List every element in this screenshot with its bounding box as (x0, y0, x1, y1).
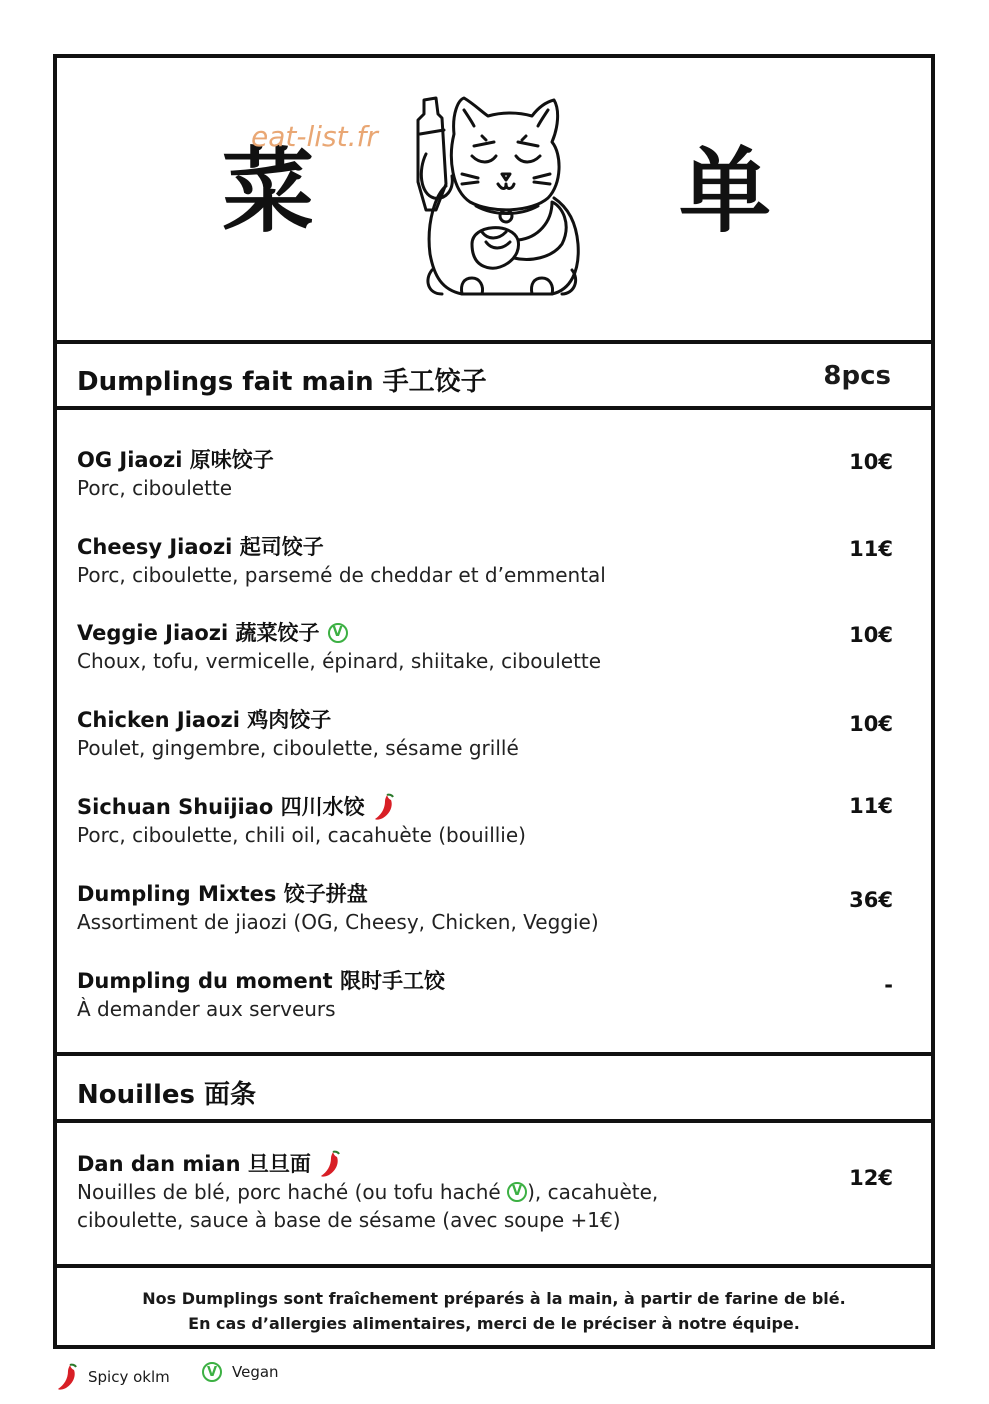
item-name: OG Jiaozi 原味饺子 (77, 448, 274, 472)
item-description: Poulet, gingembre, ciboulette, sésame grillé (77, 736, 519, 760)
menu-item (77, 793, 897, 849)
legend-vegan-label: Vegan (232, 1363, 279, 1381)
divider (57, 340, 931, 344)
vegan-icon: V (507, 1182, 527, 1202)
lucky-cat-illustration (402, 94, 592, 309)
vegan-icon: V (202, 1362, 222, 1382)
menu-item (77, 446, 897, 502)
item-name: Sichuan Shuijiao 四川水饺 (77, 795, 365, 819)
menu-header (57, 58, 931, 340)
item-description: Porc, ciboulette (77, 476, 233, 500)
chili-icon (56, 1362, 78, 1392)
divider (57, 1052, 931, 1056)
item-price: 11€ (849, 794, 893, 818)
item-price: 12€ (849, 1166, 893, 1190)
item-description: Choux, tofu, vermicelle, épinard, shiitake, ciboulette (77, 649, 602, 673)
item-name: Dumpling du moment 限时手工饺 (77, 969, 446, 993)
menu-item (77, 619, 897, 675)
item-price: 10€ (849, 450, 893, 474)
item-name: Chicken Jiaozi 鸡肉饺子 (77, 708, 332, 732)
menu-char-right: 单 (679, 138, 772, 245)
menu-frame (53, 54, 935, 1349)
item-price: 11€ (849, 537, 893, 561)
menu-item (77, 706, 897, 762)
chili-icon (319, 1150, 341, 1178)
item-description: Porc, ciboulette, parsemé de cheddar et d’emmental (77, 563, 606, 587)
legend-spicy-label: Spicy oklm (88, 1368, 170, 1386)
item-description: Porc, ciboulette, chili oil, cacahuète (bouillie) (77, 823, 526, 847)
item-description: À demander aux serveurs (77, 997, 336, 1021)
footer-note-line2: En cas d’allergies alimentaires, merci de le préciser à notre équipe. (188, 1314, 800, 1333)
item-price: 10€ (849, 623, 893, 647)
item-description: ciboulette, sauce à base de sésame (avec soupe +1€) (77, 1208, 621, 1232)
legend-spicy (56, 1362, 170, 1392)
item-name: Veggie Jiaozi 蔬菜饺子 (77, 621, 320, 645)
item-price: 10€ (849, 712, 893, 736)
divider (57, 1119, 931, 1123)
chili-icon (373, 793, 395, 821)
divider (57, 1264, 931, 1268)
vegan-icon: V (328, 623, 348, 643)
legend-vegan (202, 1362, 279, 1382)
item-price: - (884, 973, 893, 997)
menu-char-left: 菜 (222, 138, 315, 245)
divider (57, 406, 931, 410)
item-name: Cheesy Jiaozi 起司饺子 (77, 535, 324, 559)
item-description-part: Nouilles de blé, porc haché (ou tofu haché (77, 1180, 508, 1204)
menu-item (77, 533, 897, 589)
item-price: 36€ (849, 888, 893, 912)
menu-item (77, 880, 897, 936)
section-title-nouilles: Nouilles 面条 (77, 1080, 257, 1110)
footer-note-line1: Nos Dumplings sont fraîchement préparés à la main, à partir de farine de blé. (142, 1289, 846, 1308)
section-portion-label: 8pcs (823, 361, 891, 391)
menu-item (77, 967, 897, 1023)
item-name: Dan dan mian 旦旦面 (77, 1152, 311, 1176)
item-description-part: ), cacahuète, (527, 1180, 659, 1204)
menu-item (77, 1150, 897, 1234)
item-description: Assortiment de jiaozi (OG, Cheesy, Chicken, Veggie) (77, 910, 599, 934)
section-title-dumplings: Dumplings fait main 手工饺子 (77, 367, 487, 397)
item-name: Dumpling Mixtes 饺子拼盘 (77, 882, 368, 906)
watermark: eat-list.fr (251, 120, 378, 153)
